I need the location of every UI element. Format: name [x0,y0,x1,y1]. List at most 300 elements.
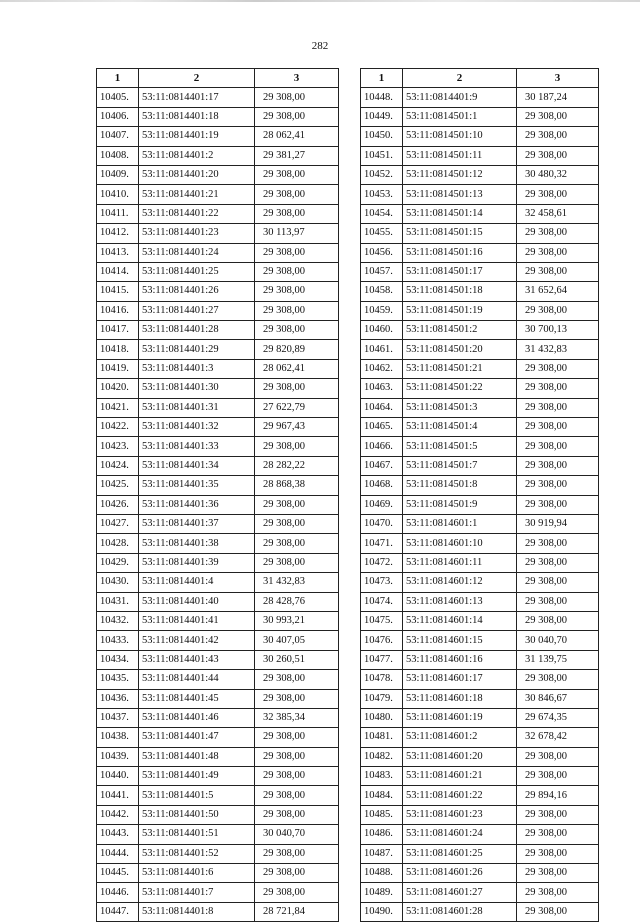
cadastral-value: 29 308,00 [517,359,599,378]
cadastral-number: 53:11:0814401:5 [139,786,255,805]
cadastral-value: 30 113,97 [255,224,339,243]
cadastral-number: 53:11:0814401:44 [139,670,255,689]
table-row [97,534,339,553]
row-number: 10469. [361,495,403,514]
row-number: 10481. [361,728,403,747]
table-row [97,456,339,475]
row-number: 10441. [97,786,139,805]
table-row [361,825,599,844]
table-row [361,185,599,204]
table-row [97,204,339,223]
cadastral-value: 29 308,00 [517,805,599,824]
cadastral-value: 29 308,00 [255,534,339,553]
row-number: 10438. [97,728,139,747]
cadastral-value: 30 919,94 [517,514,599,533]
table-row [361,379,599,398]
row-number: 10418. [97,340,139,359]
table-row [361,844,599,863]
cadastral-number: 53:11:0814401:32 [139,418,255,437]
cadastral-number: 53:11:0814401:34 [139,456,255,475]
row-number: 10488. [361,864,403,883]
row-number: 10435. [97,670,139,689]
cadastral-value: 29 308,00 [517,243,599,262]
cadastral-value: 29 308,00 [255,805,339,824]
row-number: 10431. [97,592,139,611]
cadastral-number: 53:11:0814401:36 [139,495,255,514]
cadastral-number: 53:11:0814401:19 [139,127,255,146]
row-number: 10473. [361,573,403,592]
header-row [97,69,339,88]
cadastral-number: 53:11:0814401:38 [139,534,255,553]
cadastral-value: 29 308,00 [517,476,599,495]
table-row [361,437,599,456]
row-number: 10416. [97,301,139,320]
row-number: 10443. [97,825,139,844]
cadastral-value: 29 308,00 [517,127,599,146]
row-number: 10436. [97,689,139,708]
cadastral-number: 53:11:0814601:28 [403,902,517,921]
row-number: 10433. [97,631,139,650]
cadastral-value: 30 700,13 [517,321,599,340]
table-row [361,786,599,805]
cadastral-number: 53:11:0814601:16 [403,650,517,669]
row-number: 10437. [97,708,139,727]
table-row [361,573,599,592]
cadastral-value: 29 308,00 [255,767,339,786]
row-number: 10459. [361,301,403,320]
cadastral-value: 29 308,00 [255,786,339,805]
cadastral-value: 31 139,75 [517,650,599,669]
cadastral-value: 31 432,83 [517,340,599,359]
cadastral-value: 29 308,00 [255,864,339,883]
row-number: 10422. [97,418,139,437]
header-col-1: 1 [361,69,403,88]
table-row [97,262,339,281]
row-number: 10489. [361,883,403,902]
cadastral-number: 53:11:0814601:13 [403,592,517,611]
table-row [97,107,339,126]
cadastral-value: 29 308,00 [517,146,599,165]
row-number: 10461. [361,340,403,359]
row-number: 10427. [97,514,139,533]
header-col-2: 2 [139,69,255,88]
cadastral-number: 53:11:0814601:18 [403,689,517,708]
table-row [97,418,339,437]
cadastral-value: 29 308,00 [255,495,339,514]
cadastral-number: 53:11:0814601:24 [403,825,517,844]
cadastral-number: 53:11:0814601:12 [403,573,517,592]
row-number: 10475. [361,611,403,630]
row-number: 10450. [361,127,403,146]
cadastral-number: 53:11:0814501:16 [403,243,517,262]
table-row [97,767,339,786]
row-number: 10453. [361,185,403,204]
cadastral-number: 53:11:0814501:10 [403,127,517,146]
table-row [97,437,339,456]
table-row [361,902,599,921]
row-number: 10480. [361,708,403,727]
table-row [361,747,599,766]
cadastral-value: 29 308,00 [517,107,599,126]
row-number: 10408. [97,146,139,165]
header-col-3: 3 [517,69,599,88]
row-number: 10456. [361,243,403,262]
row-number: 10451. [361,146,403,165]
row-number: 10454. [361,204,403,223]
cadastral-number: 53:11:0814401:23 [139,224,255,243]
table-row [361,689,599,708]
table-row [361,864,599,883]
cadastral-value: 29 308,00 [517,573,599,592]
cadastral-number: 53:11:0814401:9 [403,88,517,107]
cadastral-table-left [96,68,339,922]
table-row [97,495,339,514]
cadastral-value: 29 308,00 [517,418,599,437]
table-row [361,767,599,786]
cadastral-value: 29 308,00 [255,165,339,184]
cadastral-number: 53:11:0814601:10 [403,534,517,553]
table-row [361,398,599,417]
row-number: 10406. [97,107,139,126]
cadastral-number: 53:11:0814401:39 [139,553,255,572]
table-row [361,301,599,320]
cadastral-number: 53:11:0814601:25 [403,844,517,863]
cadastral-value: 29 308,00 [517,883,599,902]
cadastral-number: 53:11:0814601:23 [403,805,517,824]
table-row [361,418,599,437]
cadastral-number: 53:11:0814401:49 [139,767,255,786]
row-number: 10452. [361,165,403,184]
cadastral-value: 29 308,00 [517,611,599,630]
row-number: 10442. [97,805,139,824]
cadastral-number: 53:11:0814401:40 [139,592,255,611]
cadastral-value: 27 622,79 [255,398,339,417]
cadastral-number: 53:11:0814601:22 [403,786,517,805]
cadastral-value: 29 308,00 [517,670,599,689]
cadastral-number: 53:11:0814401:46 [139,708,255,727]
cadastral-value: 29 308,00 [517,437,599,456]
table-row [361,146,599,165]
row-number: 10407. [97,127,139,146]
cadastral-number: 53:11:0814501:2 [403,321,517,340]
row-number: 10482. [361,747,403,766]
table-row [97,670,339,689]
cadastral-number: 53:11:0814401:7 [139,883,255,902]
row-number: 10415. [97,282,139,301]
table-row [361,204,599,223]
table-row [361,224,599,243]
cadastral-number: 53:11:0814501:15 [403,224,517,243]
row-number: 10472. [361,553,403,572]
cadastral-value: 30 040,70 [517,631,599,650]
cadastral-number: 53:11:0814401:30 [139,379,255,398]
table-row [97,476,339,495]
cadastral-value: 29 308,00 [517,495,599,514]
row-number: 10477. [361,650,403,669]
cadastral-value: 29 308,00 [517,592,599,611]
table-row [97,127,339,146]
cadastral-value: 30 846,67 [517,689,599,708]
cadastral-number: 53:11:0814601:11 [403,553,517,572]
cadastral-number: 53:11:0814401:37 [139,514,255,533]
table-row [97,514,339,533]
table-row [361,534,599,553]
cadastral-number: 53:11:0814601:14 [403,611,517,630]
cadastral-number: 53:11:0814501:17 [403,262,517,281]
table-row [361,476,599,495]
cadastral-number: 53:11:0814501:7 [403,456,517,475]
table-row [97,786,339,805]
table-row [361,495,599,514]
cadastral-value: 29 308,00 [517,747,599,766]
table-row [97,825,339,844]
row-number: 10484. [361,786,403,805]
cadastral-value: 28 868,38 [255,476,339,495]
table-row [97,708,339,727]
cadastral-value: 32 458,61 [517,204,599,223]
row-number: 10423. [97,437,139,456]
cadastral-number: 53:11:0814401:48 [139,747,255,766]
cadastral-number: 53:11:0814401:51 [139,825,255,844]
cadastral-value: 30 187,24 [517,88,599,107]
cadastral-value: 30 480,32 [517,165,599,184]
row-number: 10446. [97,883,139,902]
cadastral-number: 53:11:0814401:20 [139,165,255,184]
cadastral-number: 53:11:0814501:5 [403,437,517,456]
cadastral-value: 29 308,00 [255,262,339,281]
cadastral-value: 29 308,00 [255,243,339,262]
cadastral-value: 29 308,00 [517,864,599,883]
table-row [97,398,339,417]
cadastral-number: 53:11:0814501:21 [403,359,517,378]
row-number: 10434. [97,650,139,669]
cadastral-value: 28 062,41 [255,359,339,378]
cadastral-number: 53:11:0814601:2 [403,728,517,747]
row-number: 10485. [361,805,403,824]
row-number: 10464. [361,398,403,417]
table-row [361,456,599,475]
cadastral-number: 53:11:0814401:8 [139,902,255,921]
table-row [361,243,599,262]
cadastral-value: 30 040,70 [255,825,339,844]
table-row [97,243,339,262]
table-row [97,805,339,824]
header-col-1: 1 [97,69,139,88]
row-number: 10483. [361,767,403,786]
row-number: 10413. [97,243,139,262]
row-number: 10445. [97,864,139,883]
row-number: 10447. [97,902,139,921]
cadastral-value: 29 308,00 [255,321,339,340]
table-row [97,689,339,708]
table-row [97,553,339,572]
cadastral-number: 53:11:0814601:19 [403,708,517,727]
cadastral-number: 53:11:0814401:22 [139,204,255,223]
cadastral-number: 53:11:0814401:33 [139,437,255,456]
cadastral-value: 29 308,00 [517,767,599,786]
cadastral-value: 29 308,00 [517,844,599,863]
cadastral-number: 53:11:0814601:21 [403,767,517,786]
row-number: 10444. [97,844,139,863]
cadastral-number: 53:11:0814401:3 [139,359,255,378]
cadastral-number: 53:11:0814501:1 [403,107,517,126]
table-row [97,747,339,766]
cadastral-number: 53:11:0814501:13 [403,185,517,204]
cadastral-value: 29 308,00 [255,107,339,126]
cadastral-value: 29 308,00 [517,262,599,281]
cadastral-value: 28 721,84 [255,902,339,921]
cadastral-number: 53:11:0814601:20 [403,747,517,766]
row-number: 10421. [97,398,139,417]
cadastral-value: 29 308,00 [517,456,599,475]
cadastral-number: 53:11:0814501:22 [403,379,517,398]
table-row [97,611,339,630]
row-number: 10476. [361,631,403,650]
row-number: 10414. [97,262,139,281]
table-row [361,631,599,650]
cadastral-value: 30 407,05 [255,631,339,650]
cadastral-value: 29 308,00 [255,514,339,533]
cadastral-number: 53:11:0814401:18 [139,107,255,126]
cadastral-number: 53:11:0814501:11 [403,146,517,165]
cadastral-value: 29 308,00 [517,301,599,320]
cadastral-number: 53:11:0814401:50 [139,805,255,824]
row-number: 10462. [361,359,403,378]
row-number: 10490. [361,902,403,921]
table-row [361,592,599,611]
row-number: 10467. [361,456,403,475]
row-number: 10428. [97,534,139,553]
cadastral-value: 29 308,00 [255,689,339,708]
row-number: 10458. [361,282,403,301]
cadastral-number: 53:11:0814401:43 [139,650,255,669]
cadastral-value: 29 308,00 [255,883,339,902]
table-row [97,902,339,921]
cadastral-number: 53:11:0814401:29 [139,340,255,359]
cadastral-value: 29 381,27 [255,146,339,165]
row-number: 10417. [97,321,139,340]
cadastral-value: 29 820,89 [255,340,339,359]
table-row [97,883,339,902]
row-number: 10420. [97,379,139,398]
table-row [361,611,599,630]
cadastral-value: 29 308,00 [255,301,339,320]
row-number: 10409. [97,165,139,184]
cadastral-number: 53:11:0814501:9 [403,495,517,514]
table-row [361,127,599,146]
cadastral-number: 53:11:0814401:41 [139,611,255,630]
row-number: 10455. [361,224,403,243]
cadastral-value: 29 308,00 [255,282,339,301]
cadastral-value: 29 308,00 [517,825,599,844]
table-row [361,165,599,184]
table-row [97,282,339,301]
cadastral-number: 53:11:0814401:6 [139,864,255,883]
table-row [361,282,599,301]
cadastral-value: 29 308,00 [517,185,599,204]
table-row [361,359,599,378]
table-row [97,88,339,107]
row-number: 10460. [361,321,403,340]
row-number: 10479. [361,689,403,708]
cadastral-value: 29 894,16 [517,786,599,805]
table-row [361,883,599,902]
cadastral-value: 29 308,00 [517,534,599,553]
cadastral-number: 53:11:0814601:17 [403,670,517,689]
cadastral-number: 53:11:0814401:2 [139,146,255,165]
table-row [97,340,339,359]
row-number: 10411. [97,204,139,223]
row-number: 10449. [361,107,403,126]
cadastral-value: 29 308,00 [255,728,339,747]
row-number: 10429. [97,553,139,572]
row-number: 10448. [361,88,403,107]
cadastral-value: 29 308,00 [255,204,339,223]
table-row [97,864,339,883]
cadastral-number: 53:11:0814501:4 [403,418,517,437]
cadastral-number: 53:11:0814601:26 [403,864,517,883]
table-row [361,670,599,689]
table-row [361,728,599,747]
cadastral-value: 31 652,64 [517,282,599,301]
cadastral-number: 53:11:0814401:26 [139,282,255,301]
cadastral-value: 30 260,51 [255,650,339,669]
cadastral-value: 29 674,35 [517,708,599,727]
table-row [97,592,339,611]
row-number: 10466. [361,437,403,456]
row-number: 10470. [361,514,403,533]
cadastral-number: 53:11:0814401:27 [139,301,255,320]
table-row [361,340,599,359]
row-number: 10474. [361,592,403,611]
cadastral-value: 29 308,00 [255,437,339,456]
cadastral-number: 53:11:0814401:52 [139,844,255,863]
table-row [361,805,599,824]
table-row [97,379,339,398]
table-row [97,650,339,669]
header-col-3: 3 [255,69,339,88]
row-number: 10426. [97,495,139,514]
table-row [361,107,599,126]
row-number: 10419. [97,359,139,378]
cadastral-number: 53:11:0814401:35 [139,476,255,495]
cadastral-value: 28 282,22 [255,456,339,475]
cadastral-value: 29 308,00 [255,379,339,398]
cadastral-number: 53:11:0814401:17 [139,88,255,107]
row-number: 10410. [97,185,139,204]
row-number: 10430. [97,573,139,592]
cadastral-value: 29 308,00 [255,185,339,204]
cadastral-number: 53:11:0814501:8 [403,476,517,495]
table-row [361,88,599,107]
cadastral-number: 53:11:0814401:47 [139,728,255,747]
cadastral-number: 53:11:0814401:45 [139,689,255,708]
table-row [361,321,599,340]
cadastral-number: 53:11:0814501:3 [403,398,517,417]
cadastral-value: 29 308,00 [517,224,599,243]
cadastral-value: 29 308,00 [255,670,339,689]
row-number: 10425. [97,476,139,495]
cadastral-number: 53:11:0814401:4 [139,573,255,592]
cadastral-number: 53:11:0814501:12 [403,165,517,184]
cadastral-value: 29 308,00 [255,88,339,107]
table-row [97,185,339,204]
cadastral-value: 29 308,00 [255,553,339,572]
table-row [361,262,599,281]
table-row [97,165,339,184]
cadastral-value: 29 308,00 [255,844,339,863]
cadastral-value: 28 062,41 [255,127,339,146]
